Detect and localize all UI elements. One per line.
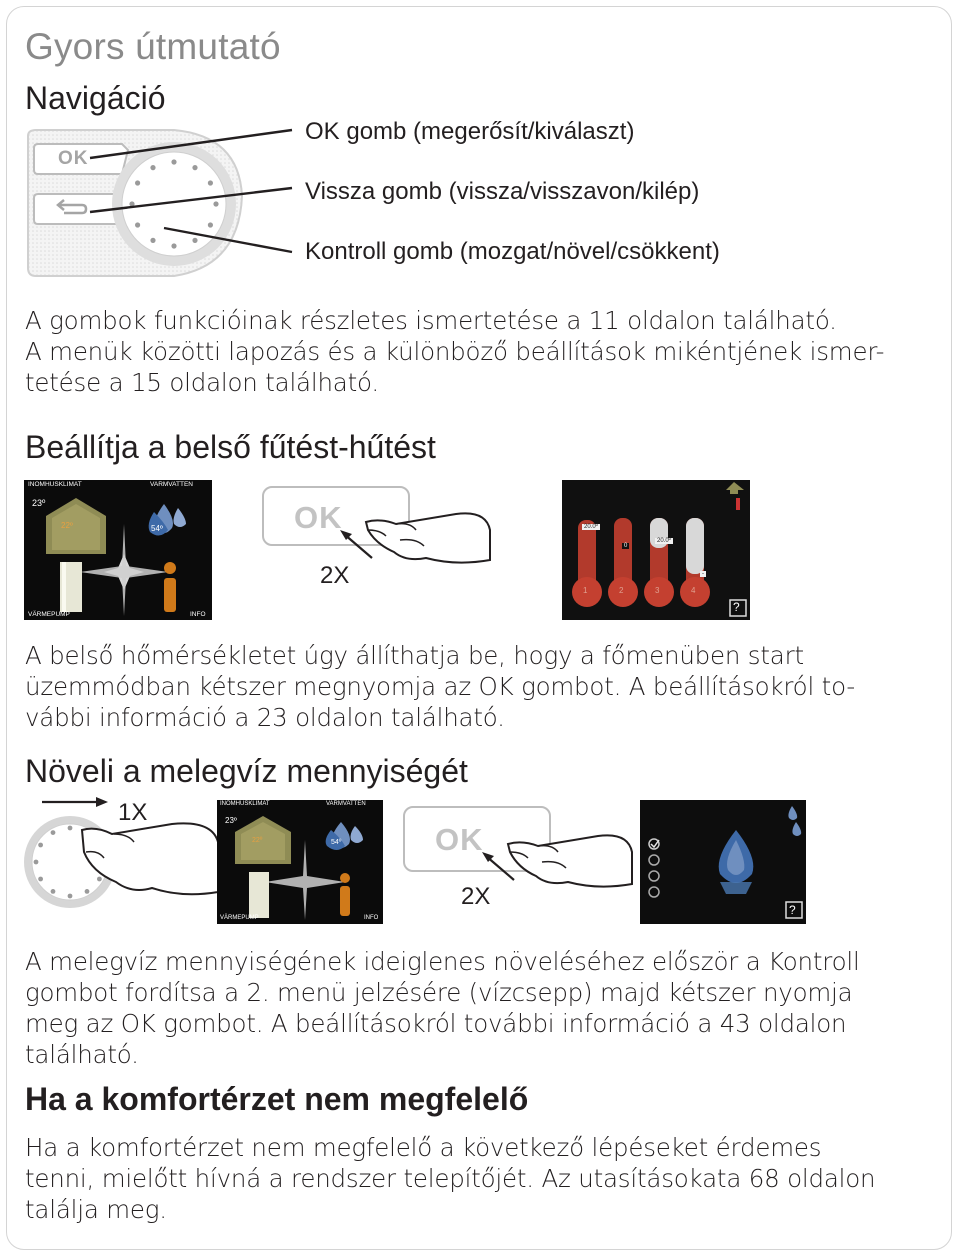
- comfort-paragraph: [25, 1132, 875, 1225]
- screen-temp-room: 23º: [225, 816, 237, 825]
- paragraph-line: A belső hőmérsékletet úgy állíthatja be, hogy a főmenüben start: [25, 641, 804, 670]
- screen-label-indoor: INOMHUSKLIMAT: [28, 481, 82, 488]
- callout-ok-button: OK gomb (megerősít/kiválaszt): [305, 118, 635, 145]
- callout-back-button: Vissza gomb (vissza/visszavon/kilép): [305, 178, 700, 205]
- ok-button-label: OK: [435, 822, 484, 857]
- paragraph-line: gombot fordítsa a 2. menü jelzésére (vízcsepp) majd kétszer nyomja: [25, 978, 853, 1007]
- heating-heading: Beállítja a belső fűtést-hűtést: [25, 429, 436, 465]
- press-arrow-icon: [336, 528, 376, 562]
- thermo-number-1: 1: [583, 586, 588, 595]
- hotwater-paragraph: [25, 946, 860, 1070]
- screen-temp-water: 54º: [331, 839, 342, 846]
- screen-temp-room: 23º: [32, 498, 46, 508]
- press-count: 2X: [461, 883, 491, 910]
- help-icon: ?: [733, 600, 740, 614]
- paragraph-line: üzemmódban kétszer megnyomja az OK gombot. A beállításokról to-: [25, 672, 855, 701]
- paragraph-line: vábbi információ a 23 oldalon található.: [25, 703, 505, 732]
- thermo-value-2: 0: [624, 543, 628, 549]
- screen-label-heatpump: VÄRMEPUMP: [220, 915, 259, 921]
- paragraph-line: található.: [25, 1040, 139, 1069]
- ok-button-label: OK: [294, 500, 343, 535]
- paragraph-line: Ha a komfortérzet nem megfelelő a következő lépéseket érdemes: [25, 1133, 822, 1162]
- knob-turn-illustration: [22, 812, 222, 912]
- main-menu-screen: [217, 800, 383, 924]
- thermo-value-4: -: [702, 571, 704, 577]
- press-arrow-icon: [478, 850, 518, 884]
- callout-control-knob: Kontroll gomb (mozgat/növel/csökkent): [305, 238, 720, 265]
- paragraph-line: meg az OK gombot. A beállításokról további információ a 43 oldalon: [25, 1009, 847, 1038]
- navigation-heading: Navigáció: [25, 80, 166, 116]
- screen-temp-set: 22º: [252, 837, 263, 844]
- paragraph-line: tenni, mielőtt hívná a rendszer telepítőjét. Az utasításokata 68 oldalon: [25, 1164, 876, 1193]
- thermo-number-4: 4: [691, 586, 696, 595]
- heating-paragraph: [25, 640, 855, 733]
- screen-label-hotwater: VARMVATTEN: [326, 801, 366, 807]
- screen-label-indoor: INOMHUSKLIMAT: [220, 801, 270, 807]
- paragraph-line: A melegvíz mennyiségének ideiglenes növeléséhez először a Kontroll: [25, 947, 860, 976]
- thermo-number-2: 2: [619, 586, 624, 595]
- thermo-number-3: 3: [655, 586, 660, 595]
- paragraph-line: találja meg.: [25, 1195, 167, 1224]
- paragraph-line: A gombok funkcióinak részletes ismertetése a 11 oldalon található.: [25, 306, 837, 335]
- ok-button-label: OK: [58, 148, 89, 169]
- thermo-value-3: 20.0º: [657, 538, 671, 544]
- turn-count: 1X: [118, 799, 148, 826]
- press-count: 2X: [320, 562, 350, 589]
- page-title: Gyors útmutató: [25, 26, 281, 67]
- screen-temp-water: 54º: [151, 524, 163, 533]
- screen-label-hotwater: VARMVATTEN: [150, 481, 193, 488]
- hotwater-heading: Növeli a melegvíz mennyiségét: [25, 753, 468, 789]
- paragraph-line: tetése a 15 oldalon található.: [25, 368, 379, 397]
- paragraph-line: A menük közötti lapozás és a különböző beállítások mikéntjének ismer-: [25, 337, 885, 366]
- thermo-value-1: 20.0º: [584, 524, 598, 530]
- help-icon: ?: [789, 903, 796, 917]
- screen-temp-set: 22º: [61, 521, 73, 530]
- main-menu-screen: [24, 480, 212, 620]
- temperature-screen: [562, 480, 750, 620]
- hotwater-screen: [640, 800, 806, 924]
- navigation-paragraph: [25, 305, 884, 398]
- screen-label-info: INFO: [364, 915, 379, 921]
- screen-label-info: INFO: [190, 611, 206, 618]
- screen-label-heatpump: VÄRMEPUMP: [28, 611, 70, 618]
- callout-lines: [60, 120, 300, 270]
- comfort-heading: Ha a komfortérzet nem megfelelő: [25, 1081, 529, 1117]
- turn-arrow-icon: [40, 795, 110, 809]
